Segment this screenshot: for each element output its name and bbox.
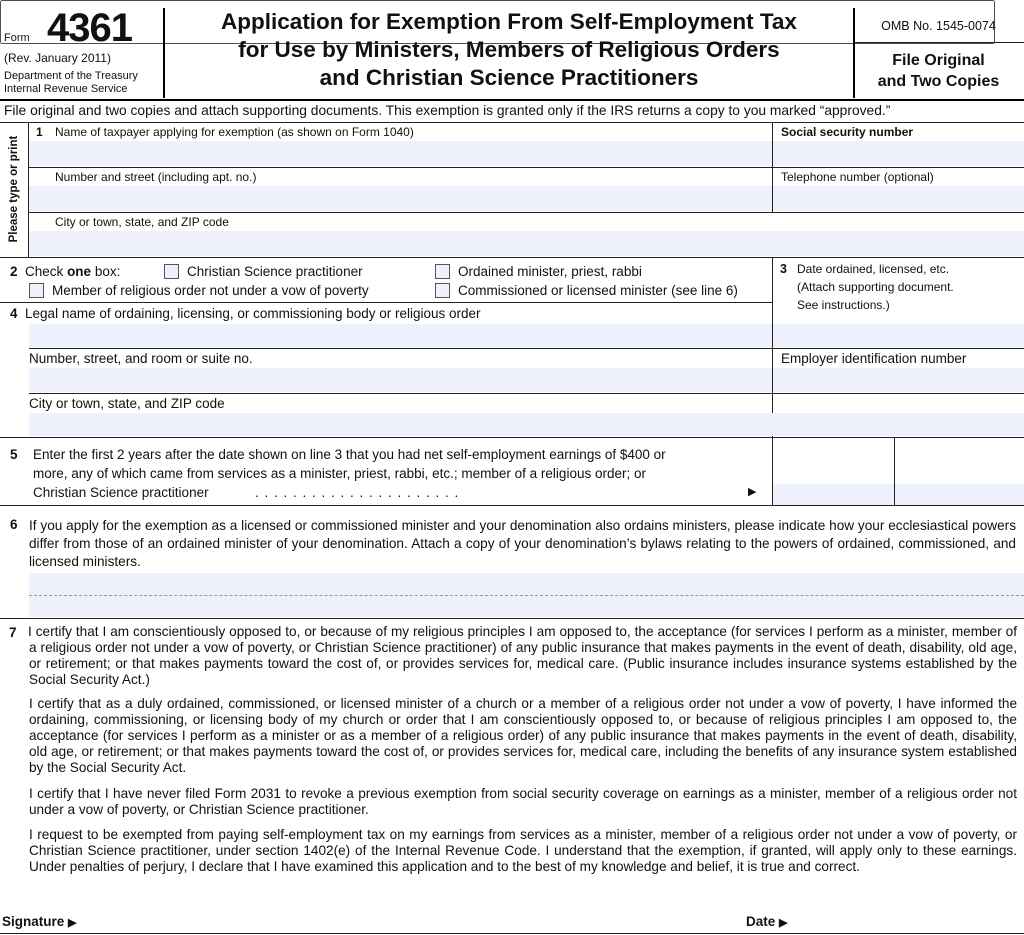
line-6-number: 6 — [10, 517, 18, 532]
title-line-2: for Use by Ministers, Members of Religious Orders — [238, 37, 780, 62]
form-word: Form — [4, 32, 30, 44]
line-1-number: 1 — [36, 125, 43, 139]
checkbox-ordained-minister[interactable] — [435, 264, 450, 279]
signature-label: Signature ▶ — [2, 914, 77, 929]
certification-paragraph-1: I certify that I am conscientiously opposed to, or because of my religious principles I am opposed to, the acceptance (for services I perform as a minister, member of a religious order not under a vow of poverty, or Christian Science practitioner) of any public insurance that makes payments in the event of death, disability, old age, or retirement; or that makes payments toward the cost of, or provides services for, medical care. (Public insurance includes insurance systems established by the Social Security Act.) — [28, 624, 1017, 687]
certification-paragraph-2: I certify that as a duly ordained, commissioned, or licensed minister of a church or a member of a religious order not under a vow of poverty, I have informed the ordaining, commissioning, or licensing body of my church or order that I am conscientiously opposed to, or because of religious principles I am opposed to, the acceptance (for services I perform as a minister or as a member of a religious order) of any public insurance that makes payments in the event of death, disability, old age, or retirement; or that makes payments toward the cost of, or provides services for, medical care, including the benefits of any insurance system established by the Social Security Act. — [29, 696, 1017, 775]
certification-paragraph-3: I certify that I have never filed Form 2031 to revoke a previous exemption from social security coverage on earnings as a minister, member of a religious order not under a vow of poverty, or Christian Science practitioner. — [29, 786, 1017, 817]
option-ordained-minister: Ordained minister, priest, rabbi — [458, 264, 642, 279]
checkbox-christian-science[interactable] — [164, 264, 179, 279]
line-4-label: 4 Legal name of ordaining, licensing, or commissioning body or religious order — [10, 306, 481, 321]
line-3-note: (Attach supporting document. — [797, 280, 954, 294]
line-5-leader-dots: . . . . . . . . . . . . . . . . . . . . . . — [255, 485, 460, 500]
taxpayer-name-input[interactable] — [29, 141, 772, 166]
org-city-label: City or town, state, and ZIP code — [29, 396, 225, 411]
line-5-text-1: Enter the first 2 years after the date shown on line 3 that you had net self-employment earnings of $400 or — [33, 447, 666, 462]
ein-label: Employer identification number — [781, 351, 967, 366]
line-7-number: 7 — [9, 625, 17, 640]
phone-label: Telephone number (optional) — [781, 170, 934, 184]
service-name: Internal Revenue Service — [4, 83, 128, 95]
date-ordained-input[interactable] — [773, 324, 1024, 347]
revision-date: (Rev. January 2011) — [4, 51, 111, 65]
file-line-2: and Two Copies — [877, 73, 1000, 90]
org-street-label: Number, street, and room or suite no. — [29, 351, 253, 366]
street-label: Number and street (including apt. no.) — [55, 170, 257, 184]
city-input[interactable] — [29, 231, 1024, 256]
file-line-1: File Original — [892, 52, 985, 69]
department-name: Department of the Treasury — [4, 70, 138, 82]
option-commissioned-minister: Commissioned or licensed minister (see line 6) — [458, 283, 738, 298]
option-religious-order: Member of religious order not under a vow of poverty — [52, 283, 369, 298]
option-christian-science: Christian Science practitioner — [187, 264, 363, 279]
street-input[interactable] — [29, 186, 772, 211]
org-name-input[interactable] — [29, 324, 772, 347]
line-5-text-3: Christian Science practitioner — [33, 485, 209, 500]
line-5-number: 5 — [10, 447, 18, 462]
file-original-note — [855, 50, 1022, 92]
city-label: City or town, state, and ZIP code — [55, 215, 229, 229]
omb-number: OMB No. 1545-0074 — [881, 19, 996, 33]
title-line-3: and Christian Science Practitioners — [319, 65, 699, 90]
ein-input[interactable] — [773, 368, 1024, 392]
line-5-text-2: more, any of which came from services as a minister, priest, rabbi, etc.; member of a religious order; or — [33, 466, 646, 481]
line-3-instructions: See instructions.) — [797, 298, 890, 312]
second-year-input[interactable] — [895, 484, 1024, 505]
filing-instructions: File original and two copies and attach supporting documents. This exemption is granted only if the IRS returns a copy to you marked “approved.” — [4, 103, 891, 118]
line-2-prompt: 2 Check one box: — [10, 264, 121, 279]
taxpayer-name-label: Name of taxpayer applying for exemption (as shown on Form 1040) — [55, 125, 414, 139]
signature-input[interactable] — [95, 910, 735, 932]
date-label: Date ▶ — [746, 914, 788, 929]
checkbox-commissioned-minister[interactable] — [435, 283, 450, 298]
line-3-number: 3 — [780, 262, 787, 276]
ssn-label: Social security number — [781, 125, 914, 139]
ssn-input[interactable] — [773, 141, 1024, 166]
title-line-1: Application for Exemption From Self-Employment Tax — [221, 9, 797, 34]
type-or-print-label: Please type or print — [8, 135, 20, 243]
org-city-input[interactable] — [29, 413, 1024, 436]
form-title — [165, 8, 853, 92]
phone-input[interactable] — [773, 186, 1024, 211]
org-street-input[interactable] — [29, 368, 772, 392]
line-6-text: If you apply for the exemption as a licensed or commissioned minister and your denomination also ordains ministers, please indicate how your ecclesiastical powers differ from those of an ordained minister of your denomination. Attach a copy of your denomination’s bylaws relating to the powers of ordained, commissioned, and licensed ministers. — [29, 518, 1016, 569]
first-year-input[interactable] — [773, 484, 894, 505]
form-number: 4361 — [47, 6, 132, 50]
exemption-request-paragraph: I request to be exempted from paying self-employment tax on my earnings from services as a minister, member of a religious order not under a vow of poverty, or Christian Science practitioner, under section 1402(e) of the Internal Revenue Code. I understand that the exemption, if granted, will apply only to these earnings. Under penalties of perjury, I declare that I have examined this application and to the best of my knowledge and belief, it is true and correct. — [29, 827, 1017, 874]
line-3-label: Date ordained, licensed, etc. — [797, 262, 950, 276]
line-5-arrow: ▶ — [748, 486, 757, 498]
checkbox-religious-order[interactable] — [29, 283, 44, 298]
date-input[interactable] — [800, 910, 1020, 932]
